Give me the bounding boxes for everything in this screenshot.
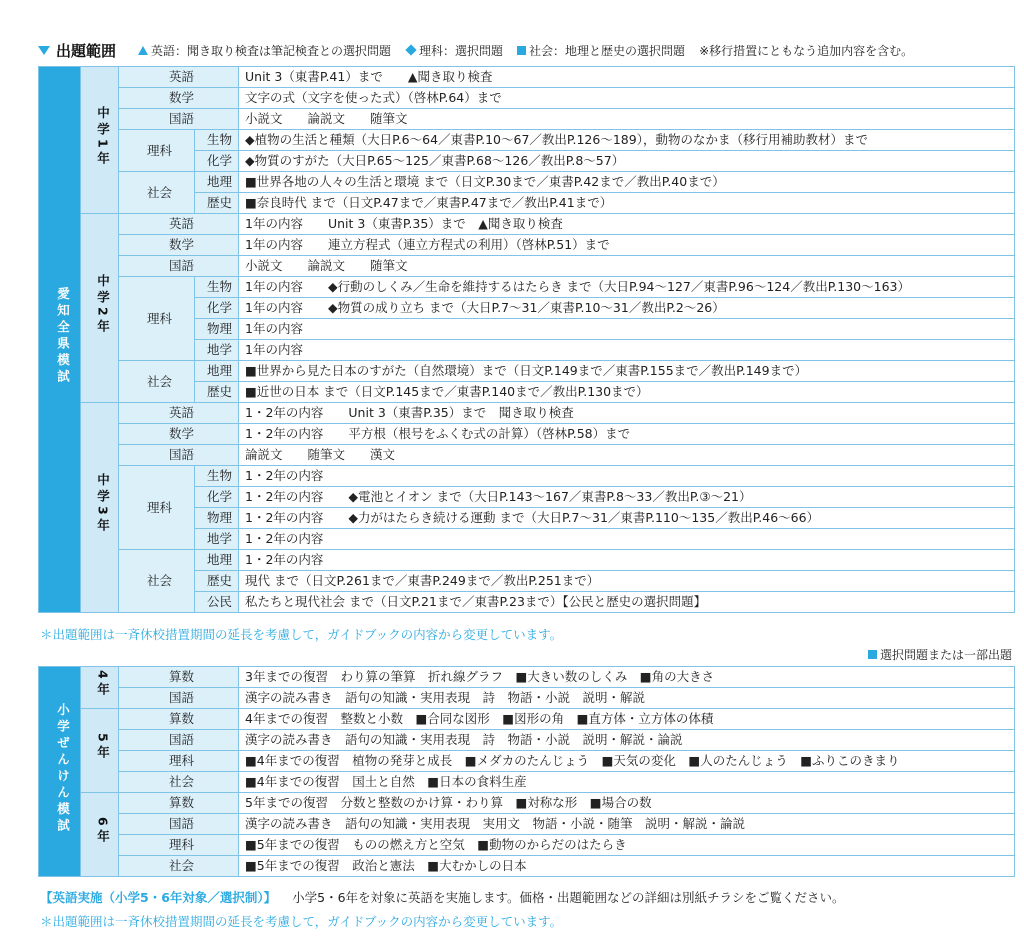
table-row (39, 667, 1015, 688)
subject-label: 英語 (119, 214, 239, 235)
range-cell: 4年までの復習 整数と小数 ■合同な図形 ■図形の角 ■直方体・立方体の体積 (239, 709, 1015, 730)
range-cell: 5年までの復習 分数と整数のかけ算・わり算 ■対称な形 ■場合の数 (239, 793, 1015, 814)
subject-label: 歴史 (195, 571, 239, 592)
range-cell: 1・2年の内容 平方根（根号をふくむ式の計算）（啓林P.58）まで (239, 424, 1015, 445)
triangle-down-icon (38, 46, 50, 55)
range-cell: ■4年までの復習 植物の発芽と成長 ■メダカのたんじょう ■天気の変化 ■人のたんじょう ■ふりこのきまり (239, 751, 1015, 772)
grade-label: 5年 (81, 709, 119, 793)
subject-label: 国語 (119, 688, 239, 709)
table-row (39, 67, 1015, 88)
range-cell: 1年の内容 ◆行動のしくみ／生命を維持するはたらき まで（大日P.94～127／東書P.96～124／教出P.130～163） (239, 277, 1015, 298)
square-icon (517, 46, 526, 55)
range-cell: 1・2年の内容 (239, 550, 1015, 571)
subject-label: 国語 (119, 730, 239, 751)
subject-label: 物理 (195, 508, 239, 529)
english-program-text: 小学5・6年を対象に英語を実施します。価格・出題範囲などの詳細は別紙チラシをご覧ください。 (292, 890, 845, 905)
range-cell: 1年の内容 Unit 3（東書P.35）まで ▲聞き取り検査 (239, 214, 1015, 235)
range-cell: 1・2年の内容 (239, 466, 1015, 487)
subject-label: 社会 (119, 856, 239, 877)
shogaku-band-label: 小学ぜんけん模試 (39, 667, 81, 877)
table-row (39, 361, 1015, 382)
subject-label: 化学 (195, 298, 239, 319)
table-row (39, 730, 1015, 751)
subject-label: 地理 (195, 172, 239, 193)
subject-label: 国語 (119, 445, 239, 466)
range-cell: ■4年までの復習 国土と自然 ■日本の食料生産 (239, 772, 1015, 793)
table-row (39, 88, 1015, 109)
subject-label: 国語 (119, 109, 239, 130)
subject-label: 物理 (195, 319, 239, 340)
subject-label: 化学 (195, 487, 239, 508)
subject-label: 英語 (119, 403, 239, 424)
category-label: 理科 (119, 130, 195, 172)
range-cell: 1・2年の内容 ◆力がはたらき続ける運動 まで（大日P.7～31／東書P.110～135／教出P.46～66） (239, 508, 1015, 529)
subject-label: 数学 (119, 424, 239, 445)
grade-label: 中学1年 (81, 67, 119, 214)
range-cell: ◆植物の生活と種類（大日P.6～64／東書P.10～67／教出P.126～189），動物のなかま（移行用補助教材）まで (239, 130, 1015, 151)
subject-label: 歴史 (195, 193, 239, 214)
range-cell: 1・2年の内容 (239, 529, 1015, 550)
subject-label: 理科 (119, 835, 239, 856)
range-cell: 1年の内容 連立方程式（連立方程式の利用）（啓林P.51）まで (239, 235, 1015, 256)
range-cell: ■奈良時代 まで（日文P.47まで／東書P.47まで／教出P.41まで） (239, 193, 1015, 214)
range-cell: 小説文 論説文 随筆文 (239, 109, 1015, 130)
category-label: 理科 (119, 466, 195, 550)
range-cell: 1年の内容 ◆物質の成り立ち まで（大日P.7～31／東書P.10～31／教出P.2～26） (239, 298, 1015, 319)
legend-note: ※移行措置にともなう追加内容を含む。 (699, 43, 914, 58)
table-row (39, 856, 1015, 877)
subject-label: 地理 (195, 550, 239, 571)
range-cell: ■世界各地の人々の生活と環境 まで（日文P.30まで／東書P.42まで／教出P.40まで） (239, 172, 1015, 193)
subject-label: 地学 (195, 340, 239, 361)
legend-english: 英語：聞き取り検査は筆記検査との選択問題 (138, 42, 391, 59)
range-cell: 1・2年の内容 Unit 3（東書P.35）まで 聞き取り検査 (239, 403, 1015, 424)
table-row (39, 130, 1015, 151)
legend-science: 理科：選択問題 (405, 42, 503, 59)
table-row (39, 550, 1015, 571)
subject-label: 地学 (195, 529, 239, 550)
table-row (39, 466, 1015, 487)
subject-label: 歴史 (195, 382, 239, 403)
table-row (39, 214, 1015, 235)
category-label: 社会 (119, 361, 195, 403)
subject-label: 英語 (119, 67, 239, 88)
table-row (39, 109, 1015, 130)
range-cell: ■近世の日本 まで（日文P.145まで／東書P.140まで／教出P.130まで） (239, 382, 1015, 403)
bottom-note: ＊出題範囲は一斉休校措置期間の延長を考慮して，ガイドブックの内容から変更しています。 (40, 914, 563, 929)
subject-label: 化学 (195, 151, 239, 172)
section-title: 出題範囲 (38, 40, 116, 61)
table-row (39, 424, 1015, 445)
subject-label: 公民 (195, 592, 239, 613)
grade-label: 6年 (81, 793, 119, 877)
range-cell: Unit 3（東書P.41）まで ▲聞き取り検査 (239, 67, 1015, 88)
diamond-icon (405, 44, 416, 55)
subject-label: 生物 (195, 130, 239, 151)
table-row (39, 445, 1015, 466)
subject-label: 地理 (195, 361, 239, 382)
category-label: 社会 (119, 172, 195, 214)
range-cell: 論説文 随筆文 漢文 (239, 445, 1015, 466)
range-cell: 文字の式（文字を使った式）（啓林P.64）まで (239, 88, 1015, 109)
range-cell: ■5年までの復習 ものの燃え方と空気 ■動物のからだのはたらき (239, 835, 1015, 856)
category-label: 理科 (119, 277, 195, 361)
range-cell: ■世界から見た日本のすがた（自然環境）まで（日文P.149まで／東書P.155まで／教出P.149まで） (239, 361, 1015, 382)
header-legend (38, 40, 1018, 60)
subject-label: 理科 (119, 751, 239, 772)
table-row (39, 235, 1015, 256)
legend-social: 社会：地理と歴史の選択問題 (517, 42, 685, 59)
subject-label: 算数 (119, 793, 239, 814)
subject-label: 算数 (119, 667, 239, 688)
subject-label: 数学 (119, 235, 239, 256)
subject-label: 算数 (119, 709, 239, 730)
range-cell: 3年までの復習 わり算の筆算 折れ線グラフ ■大きい数のしくみ ■角の大きさ (239, 667, 1015, 688)
table-row (39, 172, 1015, 193)
english-program-line (40, 888, 845, 906)
subject-label: 社会 (119, 772, 239, 793)
subject-label: 国語 (119, 256, 239, 277)
range-cell: 小説文 論説文 随筆文 (239, 256, 1015, 277)
aichi-exam-table (38, 66, 1015, 613)
table-row (39, 835, 1015, 856)
grade-label: 中学2年 (81, 214, 119, 403)
range-cell: 漢字の読み書き 語句の知識・実用表現 実用文 物語・小説・随筆 説明・解説・論説 (239, 814, 1015, 835)
range-cell: 私たちと現代社会 まで（日文P.21まで／東書P.23まで）【公民と歴史の選択問題】 (239, 592, 1015, 613)
english-program-label: 【英語実施（小学5・6年対象／選択制）】 (40, 890, 277, 905)
shogaku-exam-table (38, 666, 1015, 877)
table-row (39, 793, 1015, 814)
grade-label: 4年 (81, 667, 119, 709)
aichi-band-label: 愛知全県模試 (39, 67, 81, 613)
selection-legend: 選択問題または一部出題 (868, 646, 1012, 663)
table-row (39, 814, 1015, 835)
triangle-icon (138, 46, 148, 55)
table-row (39, 256, 1015, 277)
range-cell: 漢字の読み書き 語句の知識・実用表現 詩 物語・小説 説明・解説 (239, 688, 1015, 709)
square-icon (868, 650, 877, 659)
table-row (39, 751, 1015, 772)
table-row (39, 403, 1015, 424)
aichi-note: ＊出題範囲は一斉休校措置期間の延長を考慮して，ガイドブックの内容から変更しています。 (40, 627, 563, 642)
range-cell: 現代 まで（日文P.261まで／東書P.249まで／教出P.251まで） (239, 571, 1015, 592)
subject-label: 生物 (195, 466, 239, 487)
subject-label: 数学 (119, 88, 239, 109)
range-cell: ■5年までの復習 政治と憲法 ■大むかしの日本 (239, 856, 1015, 877)
table-row (39, 277, 1015, 298)
range-cell: 1年の内容 (239, 340, 1015, 361)
table-row (39, 772, 1015, 793)
grade-label: 中学3年 (81, 403, 119, 613)
range-cell: 1年の内容 (239, 319, 1015, 340)
category-label: 社会 (119, 550, 195, 613)
range-cell: 1・2年の内容 ◆電池とイオン まで（大日P.143～167／東書P.8～33／教出P.③～21） (239, 487, 1015, 508)
table-row (39, 709, 1015, 730)
range-cell: 漢字の読み書き 語句の知識・実用表現 詩 物語・小説 説明・解説・論説 (239, 730, 1015, 751)
subject-label: 生物 (195, 277, 239, 298)
range-cell: ◆物質のすがた（大日P.65～125／東書P.68～126／教出P.8～57） (239, 151, 1015, 172)
table-row (39, 688, 1015, 709)
subject-label: 国語 (119, 814, 239, 835)
